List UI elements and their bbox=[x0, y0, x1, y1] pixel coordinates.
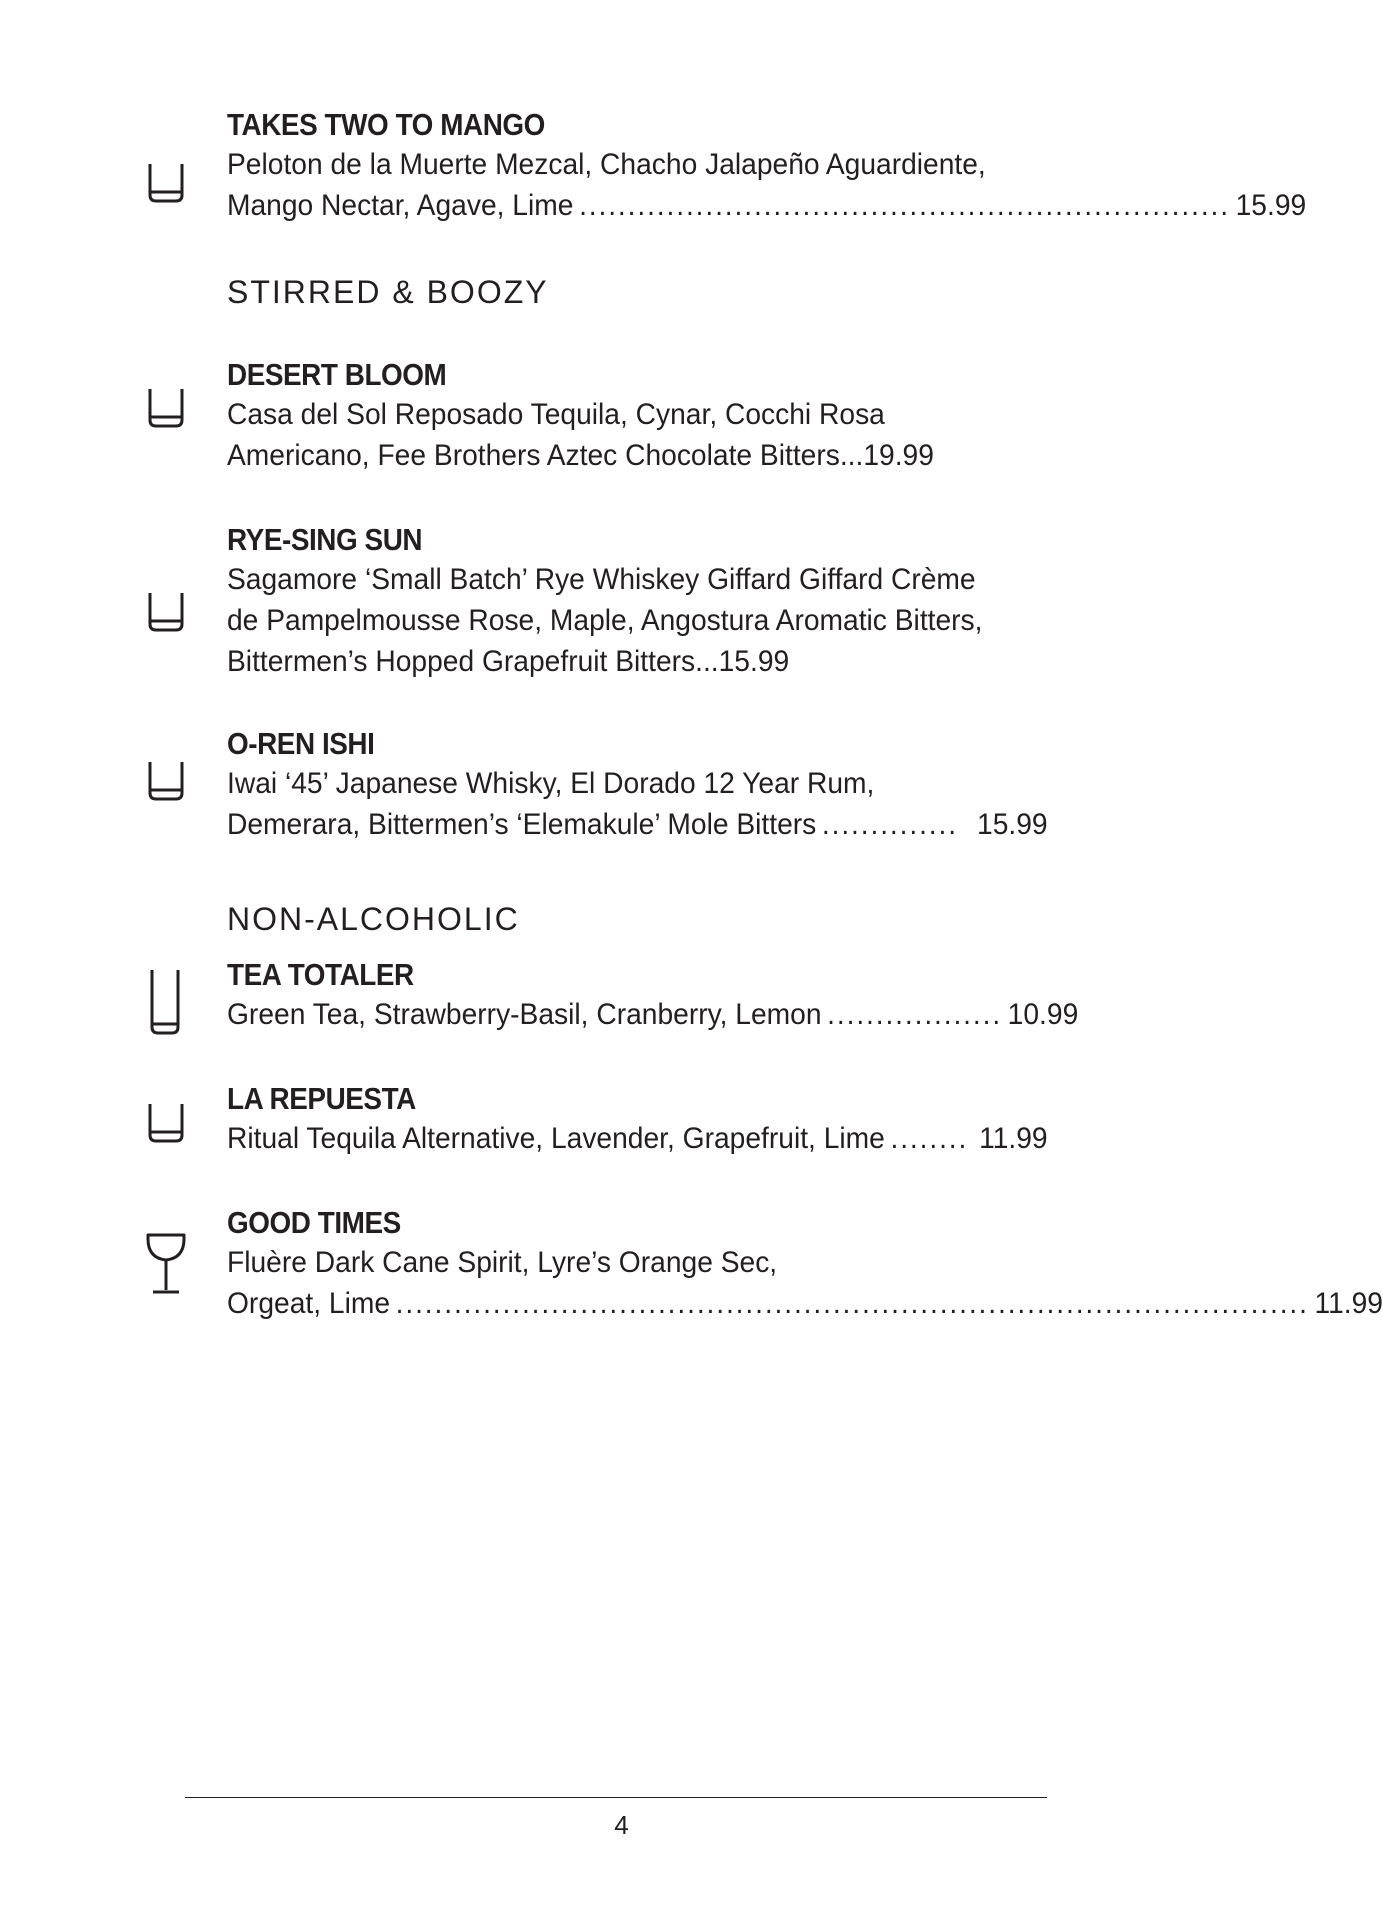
rocks-glass-icon bbox=[147, 386, 185, 430]
rocks-glass-icon bbox=[147, 759, 185, 803]
item-name: O-REN ISHI bbox=[227, 726, 375, 761]
item-price-line bbox=[227, 1118, 1048, 1159]
item-name: DESERT BLOOM bbox=[227, 357, 447, 392]
rocks-glass-icon bbox=[147, 590, 185, 634]
item-description: Fluère Dark Cane Spirit, Lyre’s Orange Sec, bbox=[227, 1246, 778, 1279]
item-description: Sagamore ‘Small Batch’ Rye Whiskey Giffard Giffard Crème bbox=[227, 563, 976, 596]
leader-dots: ................................................................... bbox=[579, 189, 1230, 222]
item-description: Casa del Sol Reposado Tequila, Cynar, Cocchi Rosa bbox=[227, 398, 885, 431]
item-price-line bbox=[227, 994, 1079, 1035]
leader-dots: .................. bbox=[827, 998, 1003, 1031]
item-name: TEA TOTALER bbox=[227, 957, 414, 992]
item-description: Peloton de la Muerte Mezcal, Chacho Jalapeño Aguardiente, bbox=[227, 148, 986, 181]
section-heading: STIRRED & BOOZY bbox=[227, 274, 549, 310]
collins-glass-icon bbox=[149, 967, 181, 1037]
menu-item bbox=[227, 1204, 1383, 1324]
rocks-glass-icon bbox=[147, 1101, 185, 1145]
leader-dots: .............. bbox=[821, 808, 958, 841]
item-description: Mango Nectar, Agave, Lime bbox=[227, 189, 574, 222]
leader-dots: .............................................................................................. bbox=[395, 1287, 1309, 1320]
leader-dots: ........ bbox=[890, 1122, 969, 1155]
item-description: Bittermen’s Hopped Grapefruit Bitters...15.99 bbox=[227, 645, 790, 678]
item-description: Orgeat, Lime bbox=[227, 1287, 391, 1320]
item-name: TAKES TWO TO MANGO bbox=[227, 107, 545, 142]
item-description: Ritual Tequila Alternative, Lavender, Grapefruit, Lime bbox=[227, 1122, 885, 1155]
item-description: Demerara, Bittermen’s ‘Elemakule’ Mole Bitters bbox=[227, 808, 817, 841]
page-number: 4 bbox=[614, 1810, 629, 1840]
menu-item bbox=[227, 1080, 1047, 1159]
item-price-line bbox=[227, 804, 1048, 845]
item-price: 11.99 bbox=[979, 1122, 1048, 1155]
item-description: de Pampelmousse Rose, Maple, Angostura Aromatic Bitters, bbox=[227, 604, 983, 637]
menu-item bbox=[227, 521, 1047, 682]
item-price: 10.99 bbox=[1007, 998, 1079, 1031]
item-description: Americano, Fee Brothers Aztec Chocolate Bitters...19.99 bbox=[227, 439, 934, 472]
item-price-line bbox=[227, 1283, 1383, 1324]
section-heading: NON-ALCOHOLIC bbox=[227, 901, 520, 937]
coupe-glass-icon bbox=[145, 1232, 187, 1296]
footer-divider bbox=[185, 1797, 1047, 1798]
menu-item bbox=[227, 356, 1047, 476]
menu-item bbox=[227, 956, 1079, 1035]
item-name: RYE-SING SUN bbox=[227, 522, 423, 557]
item-description: Iwai ‘45’ Japanese Whisky, El Dorado 12 Year Rum, bbox=[227, 767, 875, 800]
item-name: GOOD TIMES bbox=[227, 1205, 401, 1240]
item-name: LA REPUESTA bbox=[227, 1081, 416, 1116]
menu-item bbox=[227, 725, 1047, 845]
item-description: Green Tea, Strawberry-Basil, Cranberry, Lemon bbox=[227, 998, 822, 1031]
menu-item bbox=[227, 106, 1307, 226]
item-price: 11.99 bbox=[1314, 1287, 1383, 1320]
item-price: 15.99 bbox=[1235, 189, 1307, 222]
item-price: 15.99 bbox=[977, 808, 1048, 841]
rocks-glass-icon bbox=[147, 161, 185, 205]
item-price-line bbox=[227, 185, 1307, 226]
